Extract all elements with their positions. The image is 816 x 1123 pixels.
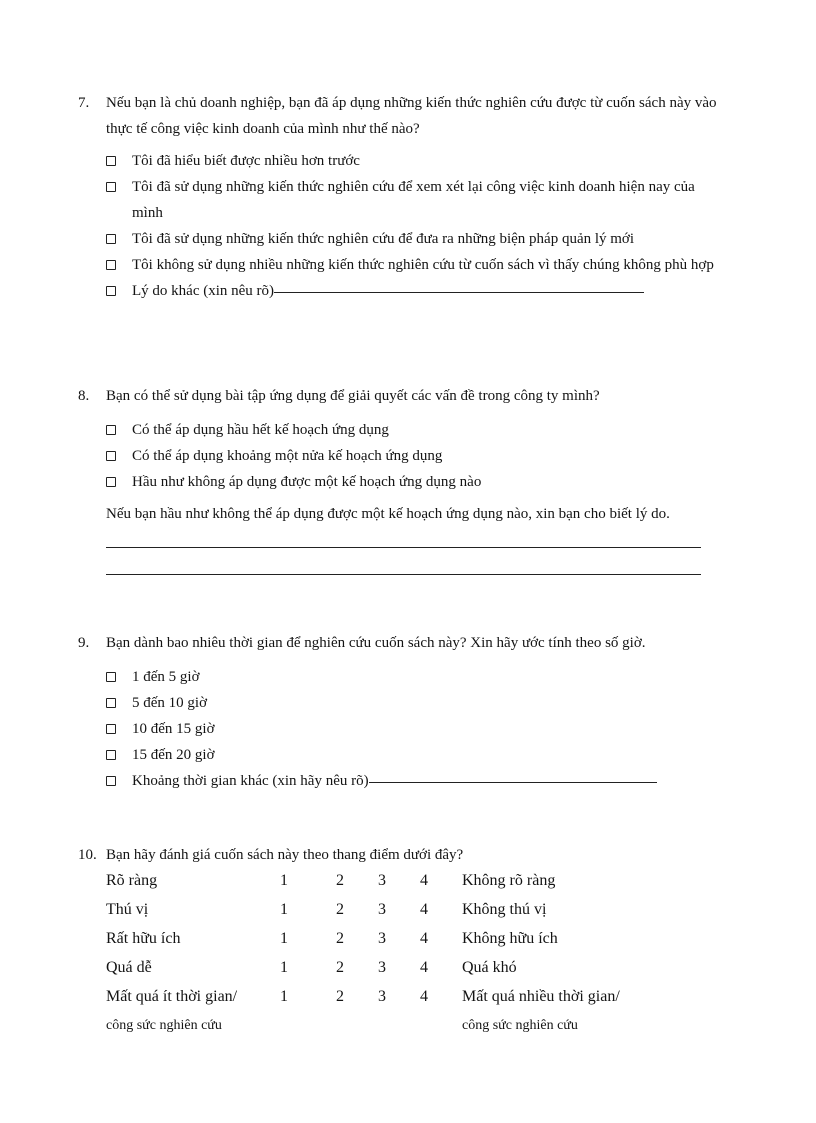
question-9 — [78, 630, 718, 794]
rating-left-label: Mất quá ít thời gian/ — [106, 988, 238, 1005]
option-checkbox[interactable]: Khoảng thời gian khác (xin hãy nêu rõ) — [106, 768, 718, 794]
rating-row — [106, 897, 726, 926]
option-checkbox[interactable]: Tôi không sử dụng nhiều những kiến thức nghiên cứu từ cuốn sách vì thấy chúng không phù hợp — [106, 252, 718, 278]
rating-option-3[interactable]: 3 — [378, 872, 386, 889]
rating-right-sublabel: công sức nghiên cứu — [462, 1018, 578, 1033]
rating-right-label: Không rõ ràng — [462, 872, 556, 889]
rating-option-3[interactable]: 3 — [378, 959, 386, 976]
answer-line[interactable] — [106, 574, 701, 575]
checkbox-icon[interactable] — [106, 698, 116, 708]
question-number: 10. — [78, 847, 97, 863]
option-checkbox[interactable]: 5 đến 10 giờ — [106, 690, 718, 716]
option-checkbox[interactable]: Tôi đã sử dụng những kiến thức nghiên cứu để đưa ra những biện pháp quản lý mới — [106, 226, 718, 252]
answer-blank[interactable] — [369, 768, 657, 783]
rating-option-1[interactable]: 1 — [280, 930, 288, 947]
rating-option-2[interactable]: 2 — [336, 872, 344, 889]
option-checkbox[interactable]: Tôi đã hiểu biết được nhiều hơn trước — [106, 148, 718, 174]
question-number: 8. — [78, 388, 90, 404]
rating-left-label: Rõ ràng — [106, 872, 158, 889]
question-number: 9. — [78, 635, 90, 651]
checkbox-icon[interactable] — [106, 672, 116, 682]
rating-option-4[interactable]: 4 — [420, 872, 428, 889]
rating-option-2[interactable]: 2 — [336, 901, 344, 918]
checkbox-icon[interactable] — [106, 451, 116, 461]
rating-row — [106, 955, 726, 984]
rating-option-2[interactable]: 2 — [336, 988, 344, 1005]
rating-option-1[interactable]: 1 — [280, 901, 288, 918]
rating-option-1[interactable]: 1 — [280, 872, 288, 889]
rating-option-4[interactable]: 4 — [420, 930, 428, 947]
option-checkbox[interactable]: 10 đến 15 giờ — [106, 716, 718, 742]
question-text: Nếu bạn là chủ doanh nghiệp, bạn đã áp dụng những kiến thức nghiên cứu được từ cuốn sách này vào thực tế công việc kinh doanh của mình như thế nào? — [106, 95, 717, 137]
option-checkbox[interactable]: 1 đến 5 giờ — [106, 664, 718, 690]
rating-option-1[interactable]: 1 — [280, 988, 288, 1005]
rating-option-2[interactable]: 2 — [336, 959, 344, 976]
rating-option-2[interactable]: 2 — [336, 930, 344, 947]
rating-option-4[interactable]: 4 — [420, 959, 428, 976]
rating-row — [106, 868, 726, 897]
checkbox-icon[interactable] — [106, 750, 116, 760]
question-10 — [78, 842, 718, 868]
question-text: Bạn hãy đánh giá cuốn sách này theo thang điểm dưới đây? — [106, 847, 464, 863]
checkbox-icon[interactable] — [106, 260, 116, 270]
checkbox-icon[interactable] — [106, 234, 116, 244]
followup-text: Nếu bạn hầu như không thể áp dụng được một kế hoạch ứng dụng nào, xin bạn cho biết lý do. — [106, 506, 670, 522]
rating-option-3[interactable]: 3 — [378, 930, 386, 947]
rating-right-label: Không thú vị — [462, 901, 547, 918]
rating-row — [106, 984, 726, 1013]
answer-line[interactable] — [106, 547, 701, 548]
rating-row — [106, 926, 726, 955]
rating-scale-table — [106, 868, 726, 1042]
question-number: 7. — [78, 95, 90, 111]
rating-option-3[interactable]: 3 — [378, 988, 386, 1005]
checkbox-icon[interactable] — [106, 724, 116, 734]
option-checkbox[interactable]: Lý do khác (xin nêu rõ) — [106, 278, 718, 304]
rating-right-label: Quá khó — [462, 959, 517, 976]
rating-left-label: Quá dễ — [106, 959, 152, 976]
answer-blank[interactable] — [274, 278, 644, 293]
checkbox-icon[interactable] — [106, 425, 116, 435]
rating-row-continuation — [106, 1013, 726, 1042]
checkbox-icon[interactable] — [106, 477, 116, 487]
rating-left-label: Thú vị — [106, 901, 149, 918]
question-8 — [78, 383, 718, 575]
rating-right-label: Không hữu ích — [462, 930, 558, 947]
option-checkbox[interactable]: Tôi đã sử dụng những kiến thức nghiên cứu để xem xét lại công việc kinh doanh hiện nay của mình — [106, 174, 718, 226]
question-text: Bạn dành bao nhiêu thời gian để nghiên cứu cuốn sách này? Xin hãy ước tính theo số giờ. — [106, 635, 646, 651]
rating-option-1[interactable]: 1 — [280, 959, 288, 976]
rating-left-label: Rất hữu ích — [106, 930, 181, 947]
rating-left-sublabel: công sức nghiên cứu — [106, 1018, 222, 1033]
rating-option-4[interactable]: 4 — [420, 901, 428, 918]
rating-right-label: Mất quá nhiều thời gian/ — [462, 988, 620, 1005]
checkbox-icon[interactable] — [106, 182, 116, 192]
checkbox-icon[interactable] — [106, 776, 116, 786]
option-checkbox[interactable]: 15 đến 20 giờ — [106, 742, 718, 768]
question-text: Bạn có thể sử dụng bài tập ứng dụng để giải quyết các vấn đề trong công ty mình? — [106, 388, 600, 404]
checkbox-icon[interactable] — [106, 286, 116, 296]
rating-option-4[interactable]: 4 — [420, 988, 428, 1005]
question-7 — [78, 90, 718, 304]
rating-option-3[interactable]: 3 — [378, 901, 386, 918]
option-checkbox[interactable]: Có thể áp dụng khoảng một nửa kế hoạch ứng dụng — [106, 443, 718, 469]
option-checkbox[interactable]: Có thể áp dụng hầu hết kế hoạch ứng dụng — [106, 417, 718, 443]
option-checkbox[interactable]: Hầu như không áp dụng được một kế hoạch ứng dụng nào — [106, 469, 718, 495]
checkbox-icon[interactable] — [106, 156, 116, 166]
